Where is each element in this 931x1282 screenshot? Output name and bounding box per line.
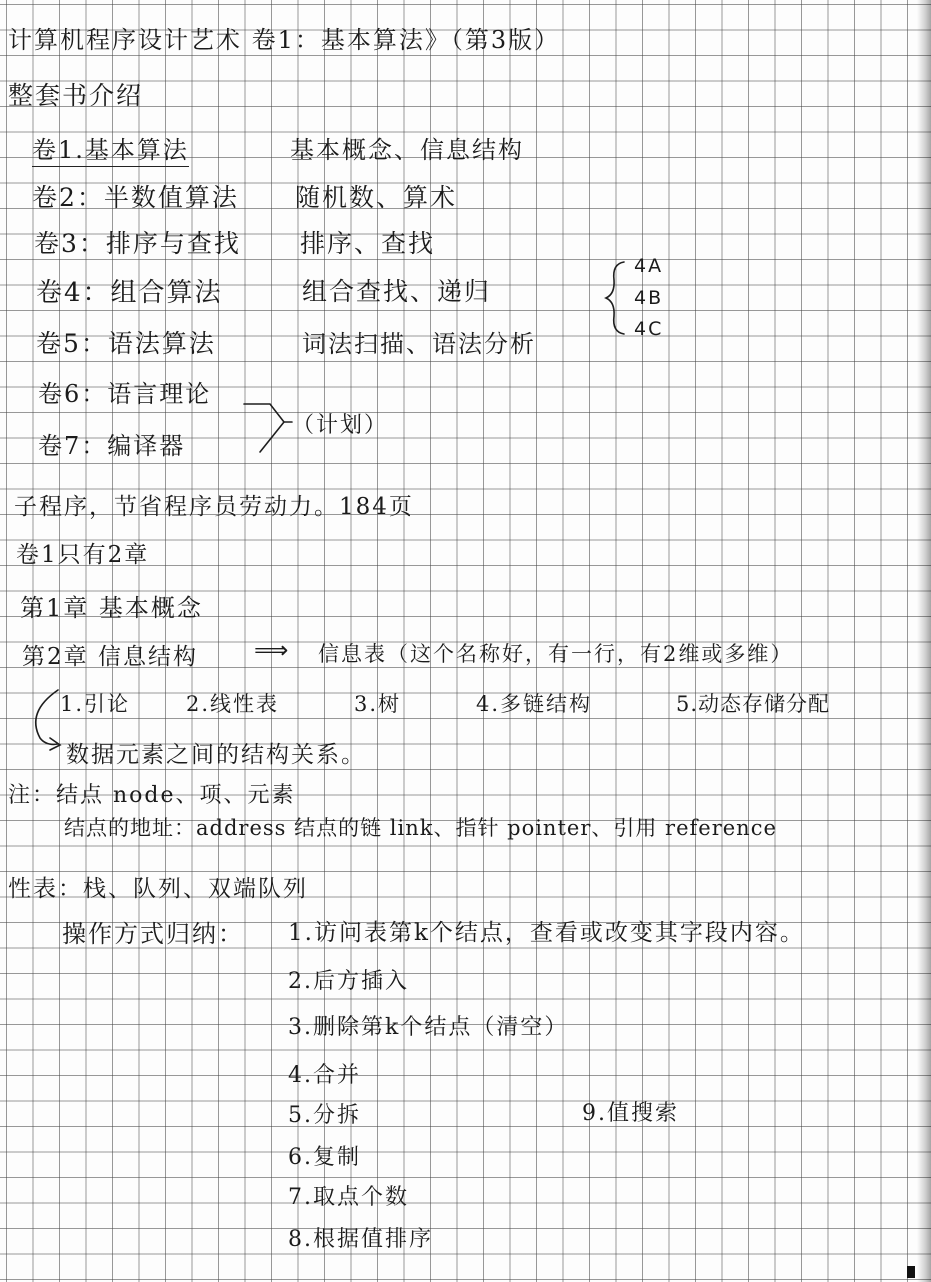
vol4-part-c: 4C [634, 318, 664, 340]
section-3: 3.树 [354, 692, 402, 716]
section-1: 1.引论 [60, 692, 131, 716]
relation-note: 数据元素之间的结构关系。 [66, 742, 366, 768]
volume-7-name: 卷7：编译器 [38, 432, 186, 460]
operation-5: 5.分拆 [288, 1103, 361, 1128]
curly-brace-icon [606, 262, 624, 334]
vol4-part-a: 4A [634, 255, 664, 277]
volume-5-name: 卷5：语法算法 [36, 329, 216, 358]
linear-list-types: 性表：栈、队列、双端队列 [8, 876, 308, 902]
volume-2-name: 卷2：半数值算法 [32, 183, 239, 212]
operation-4: 4.合并 [288, 1063, 361, 1088]
chapter-2-explanation: 信息表（这个名称好，有一行，有2维或多维） [318, 642, 794, 666]
volume-1-name: 卷1.基本算法 [32, 130, 189, 167]
operation-8: 8.根据值排序 [288, 1227, 433, 1252]
section-5: 5.动态存储分配 [676, 692, 831, 716]
page-title: 计算机程序设计艺术 卷1：基本算法》（第3版） [8, 26, 561, 54]
section-4: 4.多链结构 [476, 692, 593, 716]
volume-6-name: 卷6：语言理论 [38, 380, 212, 408]
vol1-chapters-note: 卷1只有2章 [16, 542, 150, 568]
operation-1: 1.访问表第k个结点，查看或改变其字段内容。 [288, 920, 805, 946]
volume-2-topic: 随机数、算术 [295, 183, 458, 212]
volume-4-name: 卷4：组合算法 [36, 278, 223, 308]
curved-arrow-icon [36, 690, 58, 744]
volume-5-topic: 词法扫描、语法分析 [302, 330, 536, 358]
operation-3: 3.删除第k个结点（清空） [288, 1015, 569, 1040]
chapter-1: 第1章 基本概念 [20, 594, 203, 622]
volume-4-topic: 组合查找、递归 [302, 277, 492, 306]
plan-note: （计划） [292, 413, 389, 438]
double-arrow-icon: ⟹ [254, 636, 291, 664]
section-2: 2.线性表 [186, 692, 280, 716]
intro-heading: 整套书介绍 [8, 81, 144, 110]
operation-9: 9.值搜索 [582, 1101, 679, 1126]
volume-1-topic: 基本概念、信息结构 [290, 136, 524, 164]
chapter-2-title: 第2章 信息结构 [22, 644, 198, 670]
subroutine-note: 子程序，节省程序员劳动力。184页 [14, 494, 414, 520]
operation-6: 6.复制 [288, 1145, 361, 1170]
operations-label: 操作方式归纳： [62, 920, 244, 948]
note-nodes: 注：结点 node、项、元素 [8, 783, 296, 808]
note-address: 结点的地址：address 结点的链 link、指针 pointer、引用 reference [64, 816, 777, 840]
volume-3-topic: 排序、查找 [300, 229, 436, 258]
vol4-part-b: 4B [634, 287, 664, 309]
bracket-arrow-icon [244, 404, 284, 452]
volume-3-name: 卷3：排序与查找 [34, 229, 241, 258]
operation-7: 7.取点个数 [288, 1185, 409, 1210]
operation-2: 2.后方插入 [288, 969, 409, 994]
